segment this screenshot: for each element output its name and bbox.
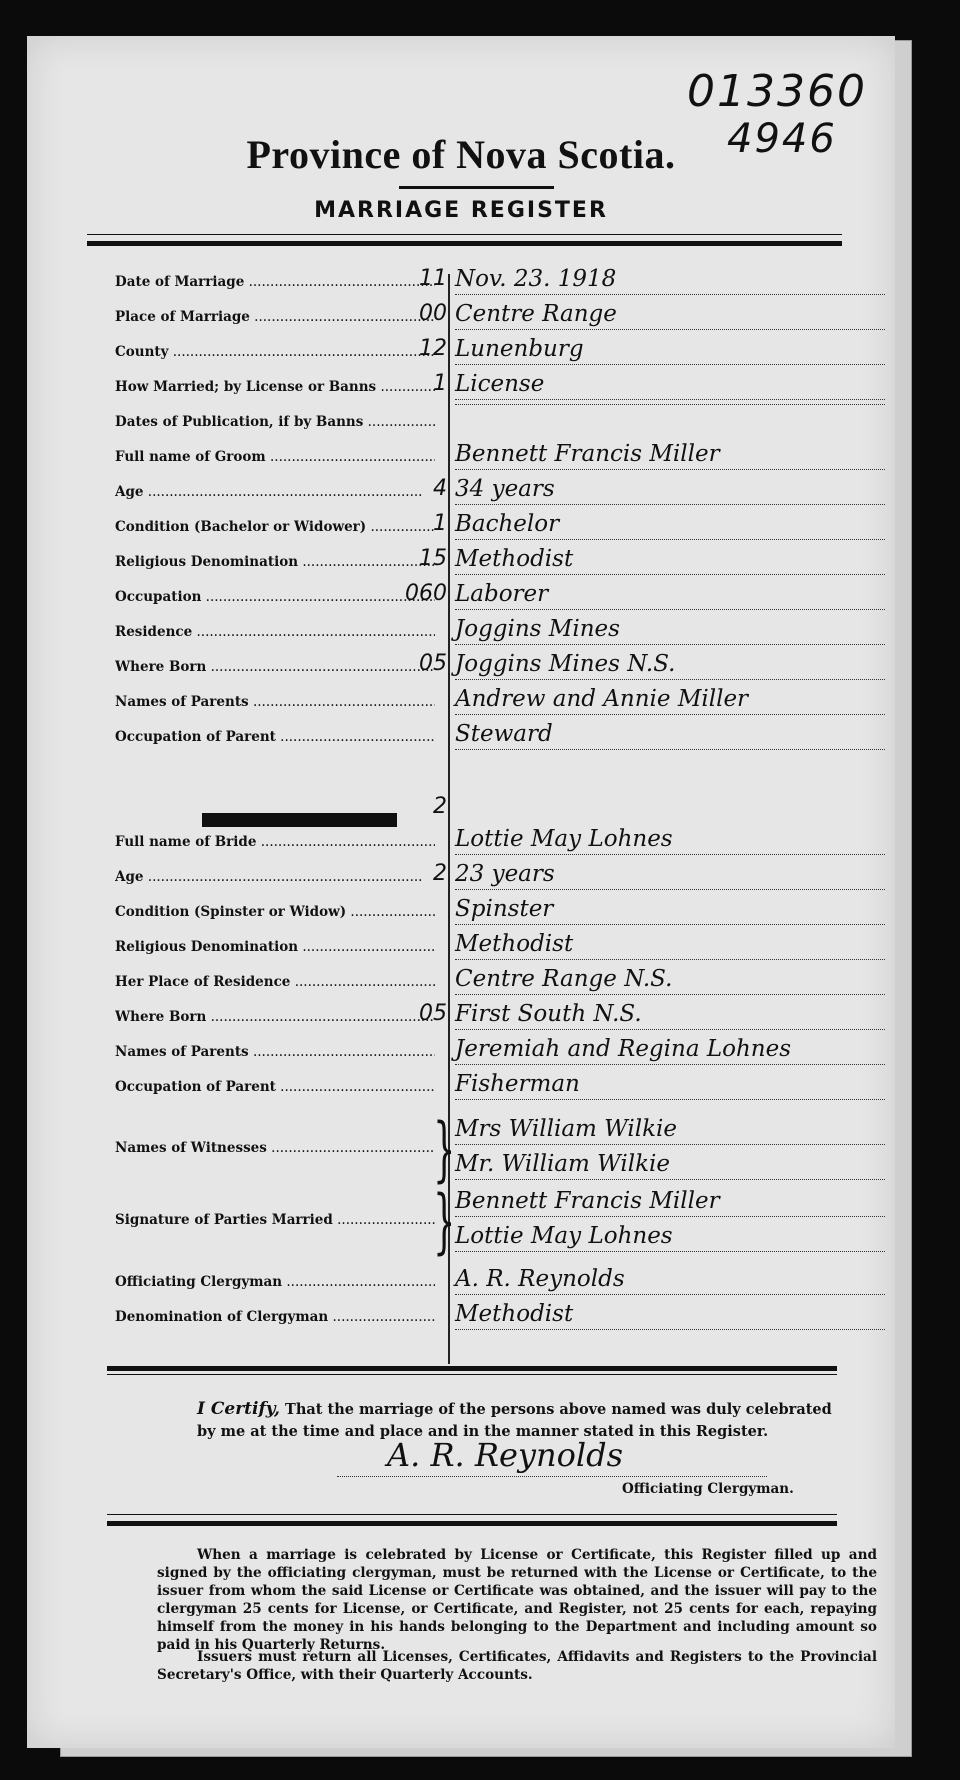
field-value: 23 years [455, 859, 885, 890]
title-rule [399, 186, 554, 189]
field-value: Methodist [455, 929, 885, 960]
field-label: Denomination of Clergyman ..... [115, 1309, 435, 1325]
field-value: Laborer [455, 579, 885, 610]
field-value: Joggins Mines [455, 614, 885, 645]
field-label: Full name of Bride ..... [115, 834, 435, 850]
field-value: Lunenburg [455, 334, 885, 365]
certify-lead: I Certify, [197, 1399, 280, 1419]
witnesses-row [27, 1108, 895, 1190]
page-subtitle: MARRIAGE REGISTER [314, 198, 608, 223]
field-label: Condition (Bachelor or Widower) ..... [115, 519, 435, 535]
cert-rule-thick [107, 1366, 837, 1371]
signatures-row [27, 1180, 895, 1262]
field-label: Occupation ..... [115, 589, 435, 605]
field-value: Andrew and Annie Miller [455, 684, 885, 715]
field-value [455, 404, 885, 405]
field-label: Place of Marriage ..... [115, 309, 435, 325]
field-value: Bennett Francis Miller [455, 439, 885, 470]
signature-line [337, 1476, 767, 1477]
field-row [27, 544, 895, 578]
field-label: How Married; by License or Banns ..... [115, 379, 435, 395]
signatures-brace: } [433, 1180, 456, 1262]
field-label: Religious Denomination ..... [115, 939, 435, 955]
field-code: 05 [419, 651, 447, 676]
witness-1: Mrs William Wilkie [455, 1114, 885, 1145]
clergy-signature: A. R. Reynolds [387, 1436, 624, 1474]
field-value: Centre Range N.S. [455, 964, 885, 995]
signature-caption: Officiating Clergyman. [622, 1481, 794, 1497]
clergy-row [27, 1264, 895, 1298]
field-code: 1 [433, 371, 447, 396]
footer-rule-thin [107, 1514, 837, 1515]
field-label: County ..... [115, 344, 435, 360]
instructions-paragraph: When a marriage is celebrated by License or Certificate, this Register filled up and signed by the officiating clergyman, must be returned with the License or Certificate, to the issuer from whom the said License or Certificate was obtained, and the issuer will pay to the clergyman 25 cents for License, or Certificate, and Register, not 25 cents for each, repaying himself from the money in his hands belonging to the Department and including amount so paid in his Quarterly Returns. [157, 1547, 877, 1653]
field-value: Centre Range [455, 299, 885, 330]
field-code: 060 [405, 581, 447, 606]
stamp-number-2: 4946 [727, 116, 837, 162]
field-row [27, 404, 895, 438]
witnesses-brace: } [433, 1108, 456, 1190]
bride-field-row [27, 964, 895, 998]
field-row [27, 719, 895, 753]
field-code: 15 [419, 546, 447, 571]
field-label: Occupation of Parent ..... [115, 1079, 435, 1095]
field-code: 12 [419, 336, 447, 361]
bride-field-row [27, 1069, 895, 1103]
stamp-number-1: 013360 [687, 66, 867, 117]
witness-2: Mr. William Wilkie [455, 1149, 885, 1180]
issuers-paragraph: Issuers must return all Licenses, Certificates, Affidavits and Registers to the Provincial Secretary's Office, with their Quarterly Accounts. [157, 1649, 877, 1683]
field-label: Her Place of Residence ..... [115, 974, 435, 990]
bride-field-row [27, 999, 895, 1033]
field-row [27, 474, 895, 508]
header-rule-thin [87, 234, 842, 235]
bride-field-row [27, 824, 895, 858]
field-value: Joggins Mines N.S. [455, 649, 885, 680]
field-value: Jeremiah and Regina Lohnes [455, 1034, 885, 1065]
field-code: 00 [419, 301, 447, 326]
field-row [27, 684, 895, 718]
field-value: Methodist [455, 544, 885, 575]
bride-code: 2 [433, 794, 447, 819]
field-row [27, 579, 895, 613]
field-row [27, 439, 895, 473]
field-code: 1 [433, 511, 447, 536]
field-value: Steward [455, 719, 885, 750]
header-rule-thick [87, 241, 842, 246]
bride-field-row [27, 859, 895, 893]
field-code: 4 [433, 476, 447, 501]
signature-groom: Bennett Francis Miller [455, 1186, 885, 1217]
clergy-row [27, 1299, 895, 1333]
field-value: Bachelor [455, 509, 885, 540]
field-label: Religious Denomination ..... [115, 554, 435, 570]
cert-rule-thin [107, 1374, 837, 1375]
field-label: Full name of Groom ..... [115, 449, 435, 465]
field-row [27, 509, 895, 543]
register-sheet [27, 36, 895, 1748]
bride-field-row [27, 1034, 895, 1068]
field-row [27, 649, 895, 683]
field-label: Names of Parents ..... [115, 694, 435, 710]
footer-rule-thick [107, 1521, 837, 1526]
field-row [27, 299, 895, 333]
certify-body: That the marriage of the persons above named was duly celebrated by me at the time and place and in the manner stated in this Register. [197, 1401, 832, 1440]
field-value: Lottie May Lohnes [455, 824, 885, 855]
page-title: Province of Nova Scotia. [246, 132, 676, 177]
field-label: Condition (Spinster or Widow) ..... [115, 904, 435, 920]
field-value: Nov. 23. 1918 [455, 264, 885, 295]
field-row [27, 334, 895, 368]
field-label: Age ..... [115, 869, 435, 885]
field-value: Methodist [455, 1299, 885, 1330]
bride-field-row [27, 894, 895, 928]
field-label: Names of Parents ..... [115, 1044, 435, 1060]
field-value: A. R. Reynolds [455, 1264, 885, 1295]
field-label: Residence ..... [115, 624, 435, 640]
field-code: 11 [419, 266, 447, 291]
field-row [27, 369, 895, 403]
bride-field-row [27, 929, 895, 963]
field-label: Date of Marriage ..... [115, 274, 435, 290]
signatures-label: Signature of Parties Married ..... [115, 1212, 435, 1228]
field-value: Fisherman [455, 1069, 885, 1100]
field-label: Where Born ..... [115, 659, 435, 675]
field-label: Occupation of Parent ..... [115, 729, 435, 745]
field-label: Officiating Clergyman ..... [115, 1274, 435, 1290]
field-value: License [455, 369, 885, 400]
field-code: 2 [433, 861, 447, 886]
field-value: First South N.S. [455, 999, 885, 1030]
signature-bride: Lottie May Lohnes [455, 1221, 885, 1252]
field-value: 34 years [455, 474, 885, 505]
field-label: Where Born ..... [115, 1009, 435, 1025]
field-row [27, 614, 895, 648]
field-code: 05 [419, 1001, 447, 1026]
field-label: Age ..... [115, 484, 435, 500]
field-label: Dates of Publication, if by Banns ..... [115, 414, 435, 430]
field-value: Spinster [455, 894, 885, 925]
field-row [27, 264, 895, 298]
witnesses-label: Names of Witnesses ..... [115, 1140, 435, 1156]
